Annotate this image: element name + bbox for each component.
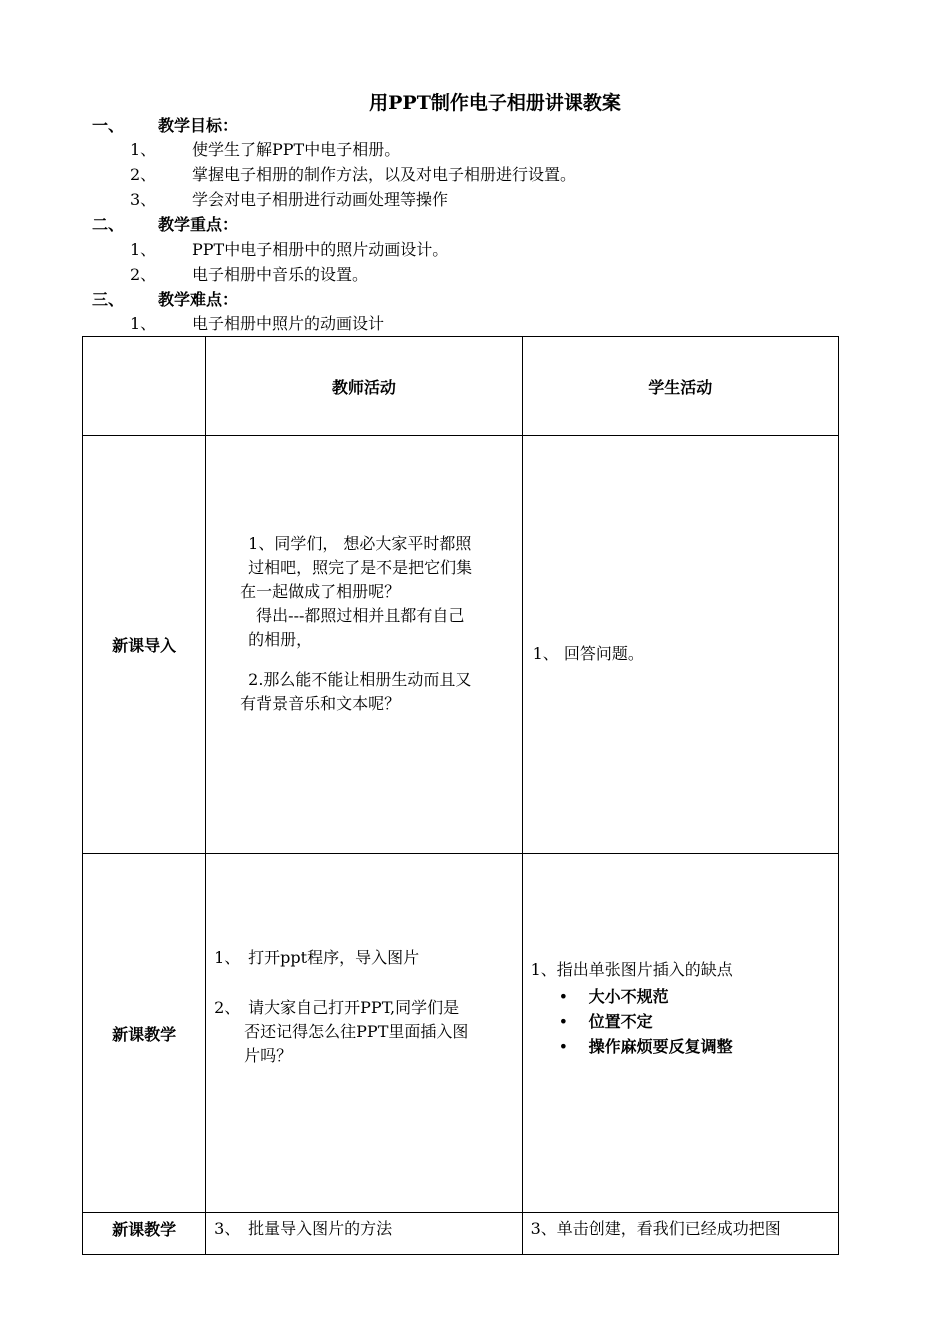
item-text: 使学生了解PPT中电子相册。 (192, 140, 401, 159)
teacher-activity-cell (206, 436, 522, 854)
table-row (83, 854, 839, 1213)
phase-cell: 新课导入 (83, 436, 206, 854)
text-line: 1、同学们， 想必大家平时都照 (248, 534, 472, 553)
document-title: 用PPT制作电子相册讲课教案 (369, 92, 621, 114)
bullet-text: 位置不定 (588, 1012, 653, 1031)
step-number: 3、 (214, 1219, 241, 1238)
item-text: 掌握电子相册的制作方法，以及对电子相册进行设置。 (192, 165, 577, 184)
student-intro: 1、指出单张图片插入的缺点 (530, 960, 733, 979)
text-line: 否还记得怎么往PPT里面插入图 (244, 1022, 469, 1041)
table-row (83, 1213, 839, 1255)
student-answer: 3、单击创建，看我们已经成功把图 (530, 1219, 781, 1238)
item-text: 电子相册中音乐的设置。 (192, 265, 369, 284)
item-number: 1、 (130, 240, 157, 259)
text-line: 过相吧，照完了是不是把它们集 (248, 558, 473, 577)
item-number: 1、 (130, 314, 157, 333)
text-line: 2.那么能不能让相册生动而且又 (248, 670, 472, 689)
item-number: 2、 (130, 165, 157, 184)
section-title: 教学目标： (158, 116, 239, 135)
student-activity-cell (522, 854, 838, 1213)
phase-cell: 新课教学 (83, 854, 206, 1213)
lesson-table (82, 336, 839, 1255)
text-line: 在一起做成了相册呢？ (240, 582, 401, 601)
section-number: 二、 (92, 215, 125, 234)
step-number: 2、 (214, 998, 241, 1017)
bullet-icon: • (558, 1037, 568, 1056)
item-text: 电子相册中照片的动画设计 (192, 314, 385, 333)
text-line: 请大家自己打开PPT,同学们是 (248, 998, 460, 1017)
section-number: 三、 (92, 290, 125, 309)
bullet-text: 操作麻烦要反复调整 (588, 1037, 733, 1056)
teacher-activity-cell (206, 854, 522, 1213)
teacher-paragraph (240, 532, 520, 716)
item-number: 1、 (130, 140, 157, 159)
phase-cell: 新课教学 (83, 1213, 206, 1255)
text-line: 有背景音乐和文本呢？ (240, 694, 401, 713)
section-title: 教学难点： (158, 290, 239, 309)
header-cell-student: 学生活动 (522, 337, 838, 436)
item-number: 2、 (130, 265, 157, 284)
bullet-text: 大小不规范 (588, 987, 669, 1006)
step-number: 1、 (214, 948, 241, 967)
section-title: 教学重点： (158, 215, 239, 234)
table-header-row (83, 337, 839, 436)
text-line: 得出---都照过相并且都有自己 (256, 606, 465, 625)
item-text: 学会对电子相册进行动画处理等操作 (192, 190, 449, 209)
bullet-icon: • (558, 1012, 568, 1031)
student-answer: 1、 回答问题。 (532, 644, 644, 663)
item-number: 3、 (130, 190, 157, 209)
header-cell-phase (83, 337, 206, 436)
bullet-icon: • (558, 987, 568, 1006)
text-line: 片吗？ (244, 1046, 293, 1065)
student-activity-cell (522, 436, 838, 854)
item-text: PPT中电子相册中的照片动画设计。 (192, 240, 449, 259)
student-activity-cell (522, 1213, 838, 1255)
table-row (83, 436, 839, 854)
section-number: 一、 (92, 116, 125, 135)
step-text: 打开ppt程序，导入图片 (248, 948, 420, 967)
teacher-activity-cell (206, 1213, 522, 1255)
header-cell-teacher: 教师活动 (206, 337, 522, 436)
step-text: 批量导入图片的方法 (248, 1219, 393, 1238)
text-line: 的相册， (248, 630, 313, 649)
